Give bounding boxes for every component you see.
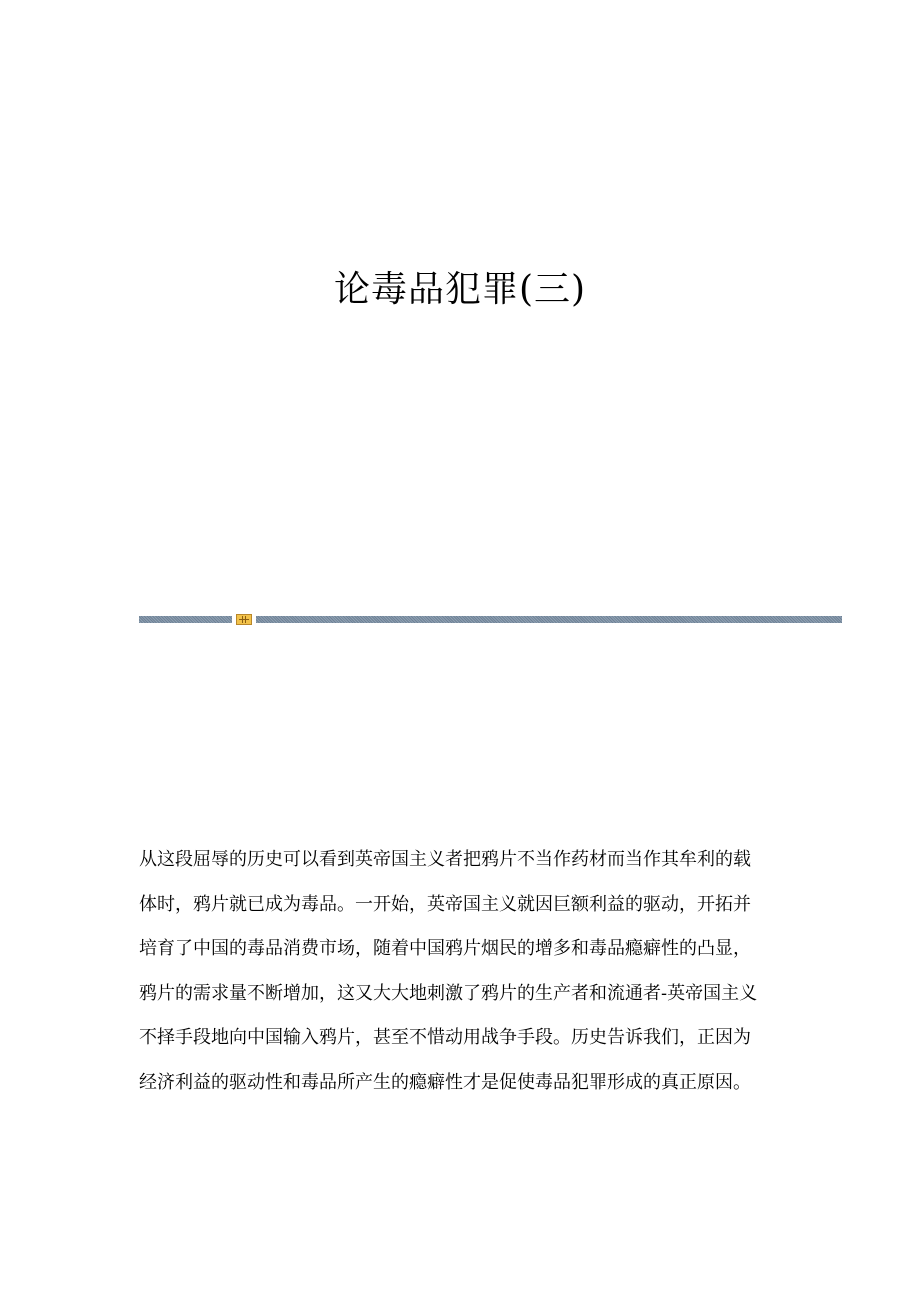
section-divider bbox=[139, 613, 842, 625]
paragraph-line: 鸦片的需求量不断增加，这又大大地刺激了鸦片的生产者和流通者-英帝国主义 bbox=[139, 982, 758, 1004]
document-title: 论毒品犯罪(三) bbox=[333, 269, 587, 310]
paragraph-line: 培育了中国的毒品消费市场，随着中国鸦片烟民的增多和毒品瘾癖性的凸显， bbox=[139, 938, 751, 959]
paragraph-line: 从这段屈辱的历史可以看到英帝国主义者把鸦片不当作药材而当作其牟利的载 bbox=[139, 849, 751, 870]
paragraph-line: 体时，鸦片就已成为毒品。一开始，英帝国主义就因巨额利益的驱动，开拓并 bbox=[139, 893, 751, 915]
divider-emblem-icon bbox=[236, 614, 252, 625]
body-paragraph bbox=[139, 838, 787, 1105]
divider-bar-left bbox=[139, 616, 232, 623]
paragraph-line: 经济利益的驱动性和毒品所产生的瘾癖性才是促使毒品犯罪形成的真正原因。 bbox=[139, 1071, 751, 1093]
paragraph-line: 不择手段地向中国输入鸦片，甚至不惜动用战争手段。历史告诉我们，正因为 bbox=[139, 1027, 751, 1048]
divider-bar-right bbox=[256, 616, 842, 623]
